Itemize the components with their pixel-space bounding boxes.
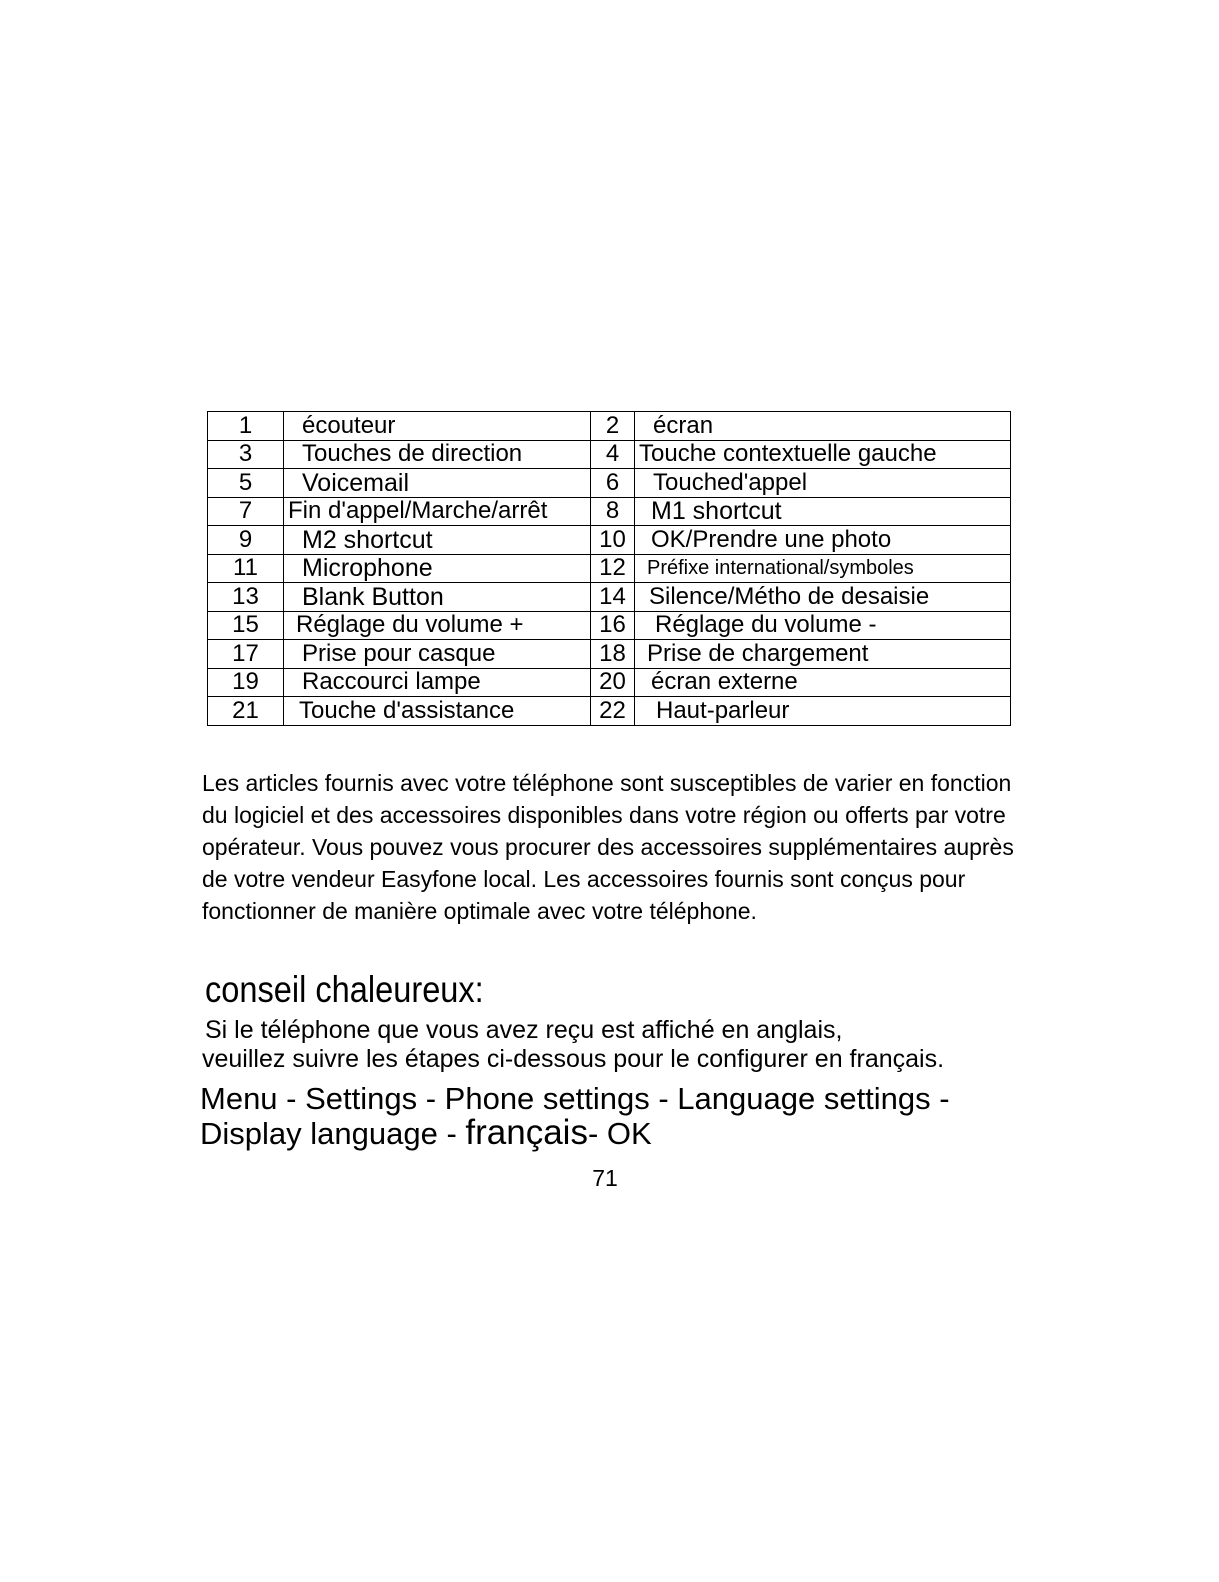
part-label: Silence/Métho de desaisie (635, 583, 1011, 612)
part-label: écran externe (635, 668, 1011, 697)
part-label: Touche contextuelle gauche (635, 440, 1011, 469)
part-label: Préfixe international/symboles (635, 554, 1011, 583)
part-label: Prise de chargement (635, 640, 1011, 669)
part-label: Raccourci lampe (284, 668, 591, 697)
part-number: 9 (208, 526, 284, 555)
part-number: 16 (591, 611, 635, 640)
part-number: 11 (208, 554, 284, 583)
tip-line: veuillez suivre les étapes ci-dessous pour le configurer en français. (202, 1045, 945, 1073)
part-label: Touches de direction (284, 440, 591, 469)
table-row (208, 469, 1011, 498)
part-label: Touche d'assistance (284, 697, 591, 726)
part-label: écran (635, 412, 1011, 441)
part-number: 17 (208, 640, 284, 669)
part-label: Réglage du volume - (635, 611, 1011, 640)
part-label: M1 shortcut (635, 497, 1011, 526)
part-number: 14 (591, 583, 635, 612)
part-number: 5 (208, 469, 284, 498)
table-row (208, 412, 1011, 441)
part-label: Réglage du volume + (284, 611, 591, 640)
intro-paragraph: Les articles fournis avec votre téléphone sont susceptibles de varier en fonction du logiciel et des accessoires disponibles dans votre région ou offerts par votre opérateur. Vous pouvez vous procurer des accessoires supplémentaires auprès de votre vendeur Easyfone local. Les accessoires fournis sont conçus pour fonctionner de manière optimale avec votre téléphone. (202, 770, 1014, 924)
menu-path-language: français (465, 1113, 588, 1152)
table-row (208, 668, 1011, 697)
table-row (208, 697, 1011, 726)
table-row (208, 497, 1011, 526)
part-label: Voicemail (284, 469, 591, 498)
part-number: 4 (591, 440, 635, 469)
part-number: 3 (208, 440, 284, 469)
menu-path-segment: Display language - (200, 1116, 466, 1151)
part-label: Fin d'appel/Marche/arrêt (284, 497, 591, 526)
part-number: 8 (591, 497, 635, 526)
menu-path-line (200, 1113, 1080, 1152)
table-row (208, 526, 1011, 555)
part-label: Microphone (284, 554, 591, 583)
part-number: 20 (591, 668, 635, 697)
part-label: M2 shortcut (284, 526, 591, 555)
part-number: 19 (208, 668, 284, 697)
part-number: 2 (591, 412, 635, 441)
part-number: 12 (591, 554, 635, 583)
part-number: 7 (208, 497, 284, 526)
tip-body (202, 1016, 1062, 1074)
part-label: Touched'appel (635, 469, 1011, 498)
part-number: 1 (208, 412, 284, 441)
table-row (208, 554, 1011, 583)
part-label: OK/Prendre une photo (635, 526, 1011, 555)
part-label: Prise pour casque (284, 640, 591, 669)
part-number: 18 (591, 640, 635, 669)
parts-table (207, 411, 1011, 726)
menu-path-line: Menu - Settings - Phone settings - Language settings - (200, 1081, 950, 1116)
part-number: 13 (208, 583, 284, 612)
tip-line: Si le téléphone que vous avez reçu est affiché en anglais, (205, 1016, 843, 1044)
tip-title: conseil chaleureux: (205, 969, 484, 1010)
part-label: Haut-parleur (635, 697, 1011, 726)
table-row (208, 440, 1011, 469)
page-number: 71 (592, 1165, 618, 1191)
part-number: 21 (208, 697, 284, 726)
part-number: 6 (591, 469, 635, 498)
part-label: Blank Button (284, 583, 591, 612)
part-label: écouteur (284, 412, 591, 441)
part-number: 22 (591, 697, 635, 726)
table-row (208, 583, 1011, 612)
part-number: 10 (591, 526, 635, 555)
menu-path-instructions (200, 1082, 1080, 1151)
part-number: 15 (208, 611, 284, 640)
table-row (208, 611, 1011, 640)
table-row (208, 640, 1011, 669)
menu-path-segment: - OK (587, 1116, 652, 1151)
